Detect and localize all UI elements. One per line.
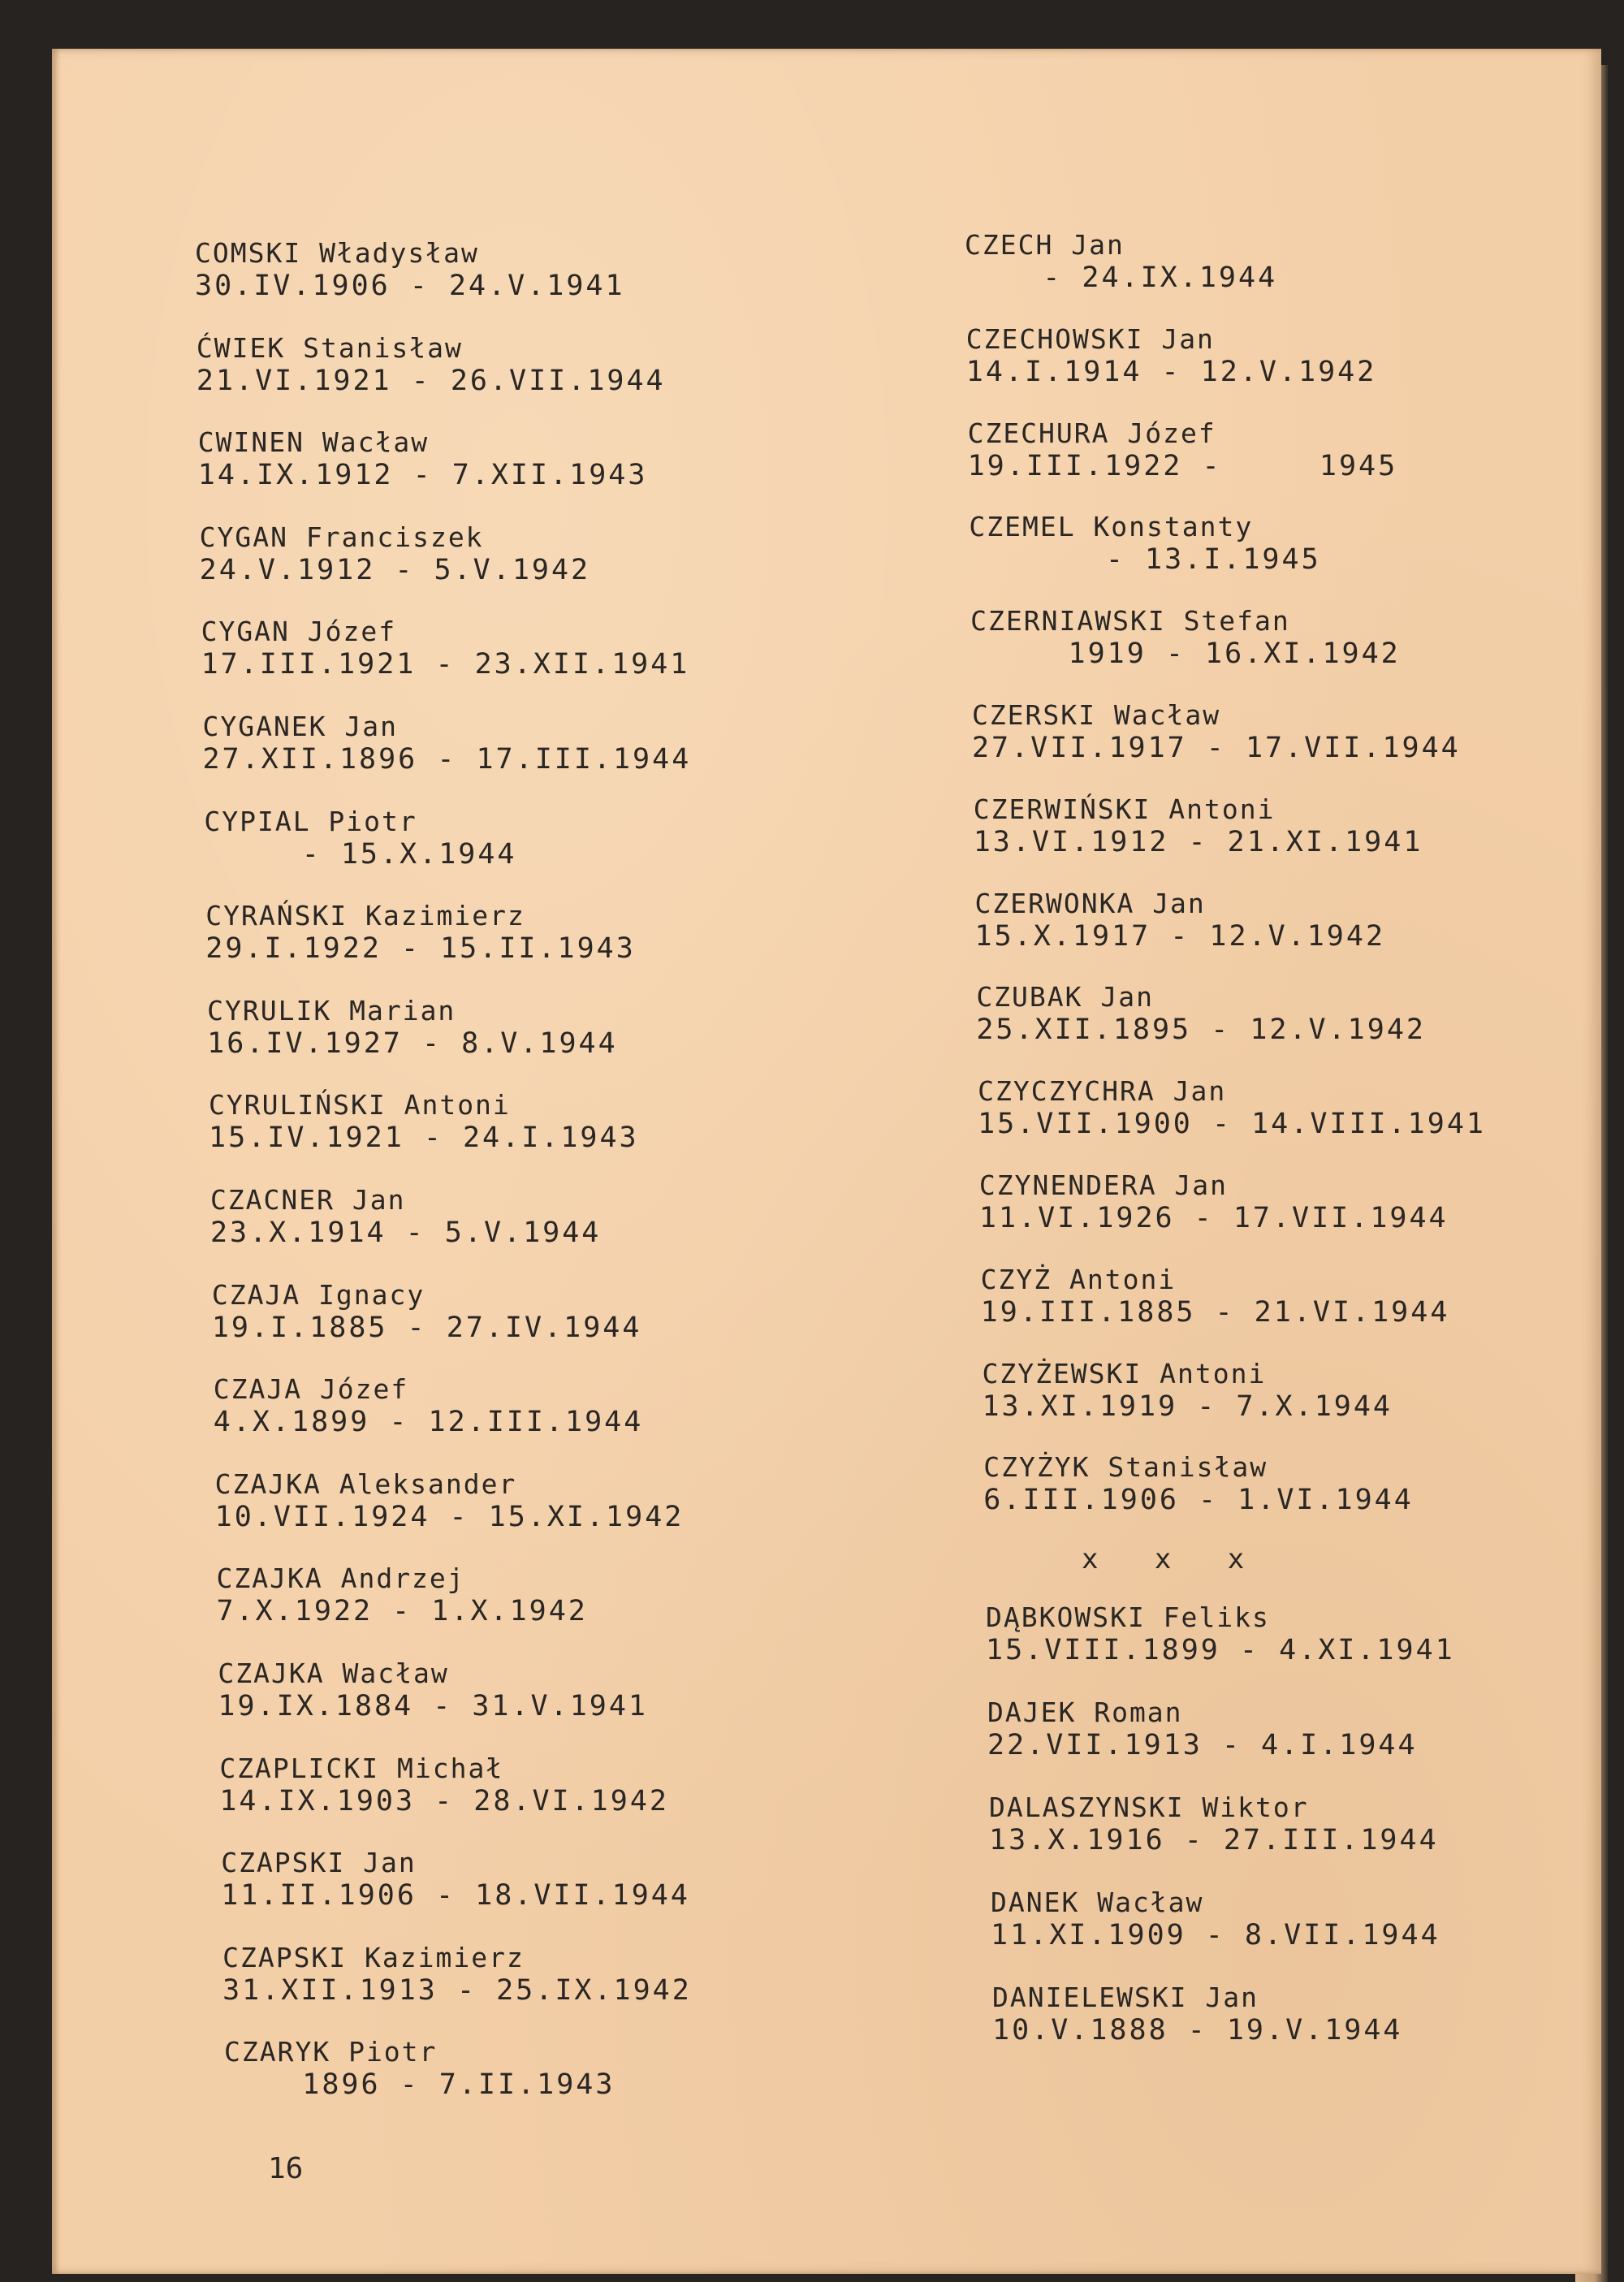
person-name: CYGAN Józef xyxy=(201,616,397,648)
person-name: CYRAŃSKI Kazimierz xyxy=(205,900,525,932)
life-dates: 7.X.1922 - 1.X.1942 xyxy=(216,1595,588,1628)
person-name: CZECHOWSKI Jan xyxy=(965,322,1215,355)
person-name: CYRULIŃSKI Antoni xyxy=(209,1089,511,1122)
person-name: CZAJA Józef xyxy=(213,1373,409,1406)
life-dates: 19.I.1885 - 27.IV.1944 xyxy=(211,1311,642,1344)
name-entry xyxy=(221,1847,690,1912)
person-name: CZECH Jan xyxy=(965,229,1125,261)
life-dates: 11.II.1906 - 18.VII.1944 xyxy=(221,1879,690,1912)
life-dates: 30.IV.1906 - 24.V.1941 xyxy=(195,270,625,302)
name-entry xyxy=(217,1562,588,1627)
name-entry xyxy=(212,1279,642,1344)
person-name: CZACNER Jan xyxy=(209,1184,406,1216)
name-entry xyxy=(222,1942,692,2007)
person-name: DANEK Wacław xyxy=(991,1887,1204,1918)
life-dates: 1896 - 7.II.1943 xyxy=(224,2068,615,2102)
person-name: CZECHURA Józef xyxy=(967,417,1216,449)
person-name: DĄBKOWSKI Feliks xyxy=(986,1601,1270,1633)
name-entry xyxy=(983,1451,1414,1516)
section-separator: x x x xyxy=(1082,1543,1246,1575)
life-dates: 27.VII.1917 - 17.VII.1944 xyxy=(971,732,1461,764)
name-entry xyxy=(978,1075,1486,1140)
name-entry xyxy=(200,521,590,586)
name-entry xyxy=(982,1358,1393,1423)
life-dates: - 15.X.1944 xyxy=(204,837,517,871)
name-entry xyxy=(974,793,1423,858)
person-name: CYGAN Franciszek xyxy=(199,521,484,553)
life-dates: 29.I.1922 - 15.II.1943 xyxy=(205,932,636,966)
name-entry xyxy=(201,616,690,681)
life-dates: 14.I.1914 - 12.V.1942 xyxy=(965,355,1377,388)
life-dates: 16.IV.1927 - 8.V.1944 xyxy=(207,1026,618,1060)
person-name: CWINEN Wacław xyxy=(197,426,430,459)
name-entry xyxy=(972,699,1461,764)
person-name: CZERSKI Wacław xyxy=(971,699,1221,731)
life-dates: 11.XI.1909 - 8.VII.1944 xyxy=(991,1919,1440,1951)
name-entry xyxy=(219,1753,669,1817)
person-name: CZARYK Piotr xyxy=(224,2036,438,2068)
person-name: CZAPLICKI Michał xyxy=(219,1752,504,1784)
life-dates: 15.X.1917 - 12.V.1942 xyxy=(974,919,1386,953)
life-dates: 15.IV.1921 - 24.I.1943 xyxy=(209,1122,639,1155)
life-dates: 15.VIII.1899 - 4.XI.1941 xyxy=(986,1634,1455,1666)
life-dates: 1919 - 16.XI.1942 xyxy=(970,637,1401,671)
name-entry xyxy=(986,1601,1455,1666)
person-name: CZERWIŃSKI Antoni xyxy=(973,793,1276,825)
person-name: CYRULIK Marian xyxy=(207,994,456,1026)
person-name: CZYŻ Antoni xyxy=(980,1263,1177,1295)
life-dates: 25.XII.1895 - 12.V.1942 xyxy=(976,1014,1426,1047)
person-name: CZERNIAWSKI Stefan xyxy=(970,605,1290,637)
person-name: CYPIAL Piotr xyxy=(204,805,417,837)
name-entry xyxy=(218,1657,648,1722)
person-name: CZEMEL Konstanty xyxy=(969,511,1254,543)
name-entry xyxy=(965,229,1277,294)
name-entry xyxy=(197,332,666,397)
name-entry xyxy=(966,323,1377,388)
life-dates: 19.IX.1884 - 31.V.1941 xyxy=(218,1690,648,1722)
name-entry xyxy=(204,806,516,871)
person-name: CZYŻEWSKI Antoni xyxy=(982,1357,1267,1390)
life-dates: 13.XI.1919 - 7.X.1944 xyxy=(982,1390,1393,1423)
person-name: ĆWIEK Stanisław xyxy=(196,331,463,364)
person-name: CZERWONKA Jan xyxy=(974,887,1206,919)
life-dates: 15.VII.1900 - 14.VIII.1941 xyxy=(978,1108,1486,1141)
person-name: DAJEK Roman xyxy=(987,1696,1183,1728)
person-name: CZAPSKI Jan xyxy=(221,1847,417,1879)
name-entry xyxy=(975,888,1386,953)
page-number: 16 xyxy=(268,2152,304,2185)
life-dates: 19.III.1885 - 21.VI.1944 xyxy=(980,1295,1450,1329)
person-name: CZYNENDERA Jan xyxy=(978,1169,1229,1201)
person-name: CZAPSKI Kazimierz xyxy=(222,1941,525,1973)
life-dates: 10.V.1888 - 19.V.1944 xyxy=(992,2014,1403,2046)
person-name: CZYŻYK Stanisław xyxy=(983,1451,1268,1484)
life-dates: 13.X.1916 - 27.III.1944 xyxy=(989,1824,1439,1856)
life-dates: 6.III.1906 - 1.VI.1944 xyxy=(983,1484,1414,1517)
life-dates: - 24.IX.1944 xyxy=(965,261,1278,294)
life-dates: 19.III.1922 - 1945 xyxy=(967,449,1398,482)
person-name: DANIELEWSKI Jan xyxy=(992,1982,1259,2013)
life-dates: 17.III.1921 - 23.XII.1941 xyxy=(201,648,690,681)
name-entry xyxy=(215,1468,685,1533)
name-entry xyxy=(205,900,636,965)
person-name: CZYCZYCHRA Jan xyxy=(978,1075,1227,1108)
name-entry xyxy=(214,1373,644,1438)
person-name: COMSKI Władysław xyxy=(195,237,479,269)
life-dates: 11.VI.1926 - 17.VII.1944 xyxy=(978,1202,1449,1234)
person-name: CZAJKA Wacław xyxy=(218,1657,449,1689)
name-entry xyxy=(195,237,625,302)
person-name: DALASZYNSKI Wiktor xyxy=(989,1791,1309,1823)
name-entry xyxy=(989,1791,1439,1856)
name-entry xyxy=(970,605,1401,670)
name-entry xyxy=(981,1264,1450,1329)
person-name: CZAJKA Andrzej xyxy=(216,1562,465,1595)
person-name: CZAJA Ignacy xyxy=(211,1278,425,1311)
life-dates: 31.XII.1913 - 25.IX.1942 xyxy=(222,1973,692,2007)
life-dates: 21.VI.1921 - 26.VII.1944 xyxy=(196,364,666,397)
life-dates: 27.XII.1896 - 17.III.1944 xyxy=(202,743,692,776)
life-dates: 24.V.1912 - 5.V.1942 xyxy=(199,553,591,586)
name-entry xyxy=(210,1184,601,1249)
person-name: CYGANEK Jan xyxy=(202,711,399,742)
name-entry xyxy=(987,1696,1418,1761)
name-entry xyxy=(968,417,1398,482)
life-dates: 4.X.1899 - 12.III.1944 xyxy=(213,1406,644,1439)
life-dates: 14.IX.1903 - 28.VI.1942 xyxy=(219,1784,669,1817)
life-dates: 14.IX.1912 - 7.XII.1943 xyxy=(197,459,648,492)
name-entry xyxy=(969,511,1320,576)
name-entry xyxy=(976,981,1426,1046)
name-entry xyxy=(991,1887,1440,1951)
name-entry xyxy=(202,711,691,776)
life-dates: 23.X.1914 - 5.V.1944 xyxy=(209,1217,602,1249)
life-dates: 22.VII.1913 - 4.I.1944 xyxy=(987,1729,1418,1761)
name-entry xyxy=(979,1169,1449,1234)
name-entry xyxy=(209,1089,639,1154)
life-dates: - 13.I.1945 xyxy=(969,543,1321,577)
name-entry xyxy=(207,995,618,1060)
person-name: CZUBAK Jan xyxy=(976,981,1154,1014)
life-dates: 13.VI.1912 - 21.XI.1941 xyxy=(973,825,1423,858)
name-entry xyxy=(198,426,648,491)
book-page xyxy=(52,49,1601,2274)
person-name: CZAJKA Aleksander xyxy=(214,1467,517,1500)
name-entry xyxy=(992,1982,1403,2046)
life-dates: 10.VII.1924 - 15.XI.1942 xyxy=(214,1500,685,1533)
name-entry xyxy=(224,2036,615,2101)
